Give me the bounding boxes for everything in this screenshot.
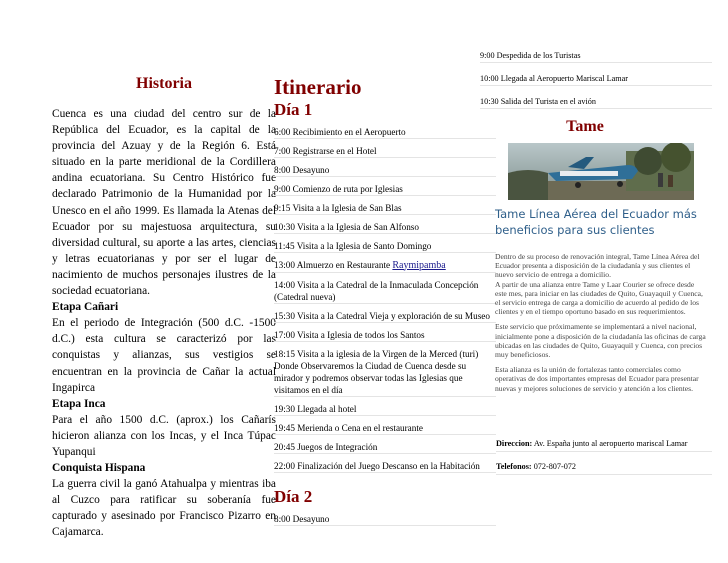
phone-row bbox=[496, 461, 712, 475]
itinerary-item: 15:30 Visita a la Catedral Vieja y exploración de su Museo bbox=[274, 304, 496, 323]
itinerary-item: 11:45 Visita a la Iglesia de Santo Domingo bbox=[274, 234, 496, 253]
itinerary-item: 10:30 Visita a la Iglesia de San Alfonso bbox=[274, 215, 496, 234]
itinerary-item: 20:45 Juegos de Integración bbox=[274, 435, 496, 454]
address-label: Direccion: bbox=[496, 439, 533, 448]
itinerary-item: 9:15 Visita a la Iglesia de San Blas bbox=[274, 196, 496, 215]
itinerary-item: 9:00 Despedida de los Turistas bbox=[480, 47, 712, 63]
itinerary-item: 19:30 Llegada al hotel bbox=[274, 397, 496, 416]
itinerary-continuation bbox=[480, 0, 712, 109]
itinerary-item: 10:00 Llegada al Aeropuerto Mariscal Lamar bbox=[480, 70, 712, 86]
address-row bbox=[496, 438, 712, 452]
itinerary-item: 8:00 Desayuno bbox=[274, 507, 496, 526]
historia-body bbox=[52, 106, 276, 541]
tame-headline: Tame Línea Aérea del Ecuador más beneficios para sus clientes bbox=[495, 207, 697, 237]
day1-title: Día 1 bbox=[274, 100, 313, 119]
itinerary-item: 18:15 Visita a la iglesia de la Virgen de la Merced (turi) Donde Observaremos la Ciudad de Cuenca desde su mirador y podremos observar todas las Iglesias que visitamos en el día bbox=[274, 342, 496, 397]
itinerary-item-lunch bbox=[274, 253, 496, 273]
tame-article bbox=[495, 252, 707, 399]
phone-value: 072-807-072 bbox=[533, 462, 576, 471]
itinerario-column bbox=[274, 74, 496, 526]
historia-intro: Cuenca es una ciudad del centro sur de la República del Ecuador, es la capital de la provincia del Azuay y de la Región 6. Está situado en la parte meridional de la Cordillera andina ecuatoriana. Su Centro Histórico fue declarado Patrimonio de la Humanidad por la Unesco en el año 1999. Es llamada la Atenas del Ecuador por su majestuosa arquitectura, su diversidad cultural, su aporte a las artes, ciencias y letras ecuatorianas y por ser el lugar de nacimiento de muchos personajes ilustres de la sociedad ecuatoriana. bbox=[52, 108, 276, 298]
lunch-text: 13:00 Almuerzo en Restaurante bbox=[274, 259, 393, 270]
contact-info bbox=[496, 438, 712, 484]
itinerary-item: 14:00 Visita a la Catedral de la Inmaculada Concepción (Catedral nueva) bbox=[274, 273, 496, 304]
section-text-canari: En el periodo de Integración (500 d.C. -1500 d.C.) esta cultura se caracterizó por las conquistas y alianzas, sus vestigios se encuentran en la provincia de Cañar la actual Ingapirca bbox=[52, 317, 276, 394]
tame-paragraph: Dentro de su proceso de renovación integral, Tame Línea Aérea del Ecuador presenta a disposición de la ciudadanía y sus clientes el nuevo servicio de entrega a domicilio. bbox=[495, 252, 700, 280]
itinerary-item: 8:00 Desayuno bbox=[274, 158, 496, 177]
itinerary-item: 9:00 Comienzo de ruta por Iglesias bbox=[274, 177, 496, 196]
section-heading-inca: Etapa Inca bbox=[52, 397, 106, 410]
phone-label: Telefonos: bbox=[496, 462, 532, 471]
itinerario-title: Itinerario bbox=[274, 75, 362, 99]
section-heading-conquista: Conquista Hispana bbox=[52, 462, 146, 475]
itinerary-item: 17:00 Visita a Iglesia de todos los Santos bbox=[274, 323, 496, 342]
itinerary-item: 19:45 Merienda o Cena en el restaurante bbox=[274, 416, 496, 435]
tame-title: Tame bbox=[566, 118, 604, 135]
itinerary-item: 22:00 Finalización del Juego Descanso en la Habitación bbox=[274, 454, 496, 473]
section-heading-canari: Etapa Cañari bbox=[52, 301, 119, 314]
historia-title: Historia bbox=[136, 75, 192, 92]
section-text-inca: Para el año 1500 d.C. (aprox.) los Cañarís hicieron alianza con los Incas, y el Inca Túpac Yupanqui bbox=[52, 413, 276, 458]
itinerary-item: 10:30 Salida del Turista en el avión bbox=[480, 93, 712, 109]
itinerary-item: 6:00 Recibimiento en el Aeropuerto bbox=[274, 120, 496, 139]
airplane-photo-graphic bbox=[508, 143, 694, 200]
tame-paragraph: A partir de una alianza entre Tame y Laar Courier se ofrece desde este mes, para iniciar en las ciudades de Quito, Guayaquil y Cuenca, el servicio entrega de carga a domicilio de acuerdo al pedido de los clientes y en el tiempo oportuno basado en sus requerimientos. bbox=[495, 279, 703, 317]
tame-paragraph: Esta alianza es la unión de fortalezas tanto comerciales como operativas de dos importantes empresas del Ecuador para presentar nuevas y mejores soluciones de servicio y atención a los clientes. bbox=[495, 365, 699, 393]
section-text-conquista: La guerra civil la ganó Atahualpa y mientras iba al Cuzco para ratificar su soberanía fue capturado y asesinado por Francisco Pizarro en Cajamarca. bbox=[52, 478, 276, 539]
historia-column bbox=[52, 70, 276, 541]
day2-title: Día 2 bbox=[274, 487, 313, 506]
tame-paragraph: Este servicio que próximamente se implementará a nivel nacional, inicialmente pone a disposición de la ciudadanía las oficinas de carga ubicadas en las ciudades de Quito, Guayaquil y Cuenca, con precios muy beneficiosos. bbox=[495, 322, 706, 360]
restaurant-link[interactable]: Raymipamba bbox=[392, 259, 446, 271]
itinerary-item: 7:00 Registrarse en el Hotel bbox=[274, 139, 496, 158]
airplane-photo bbox=[508, 143, 694, 200]
address-value: Av. España junto al aeropuerto mariscal Lamar bbox=[533, 439, 688, 448]
